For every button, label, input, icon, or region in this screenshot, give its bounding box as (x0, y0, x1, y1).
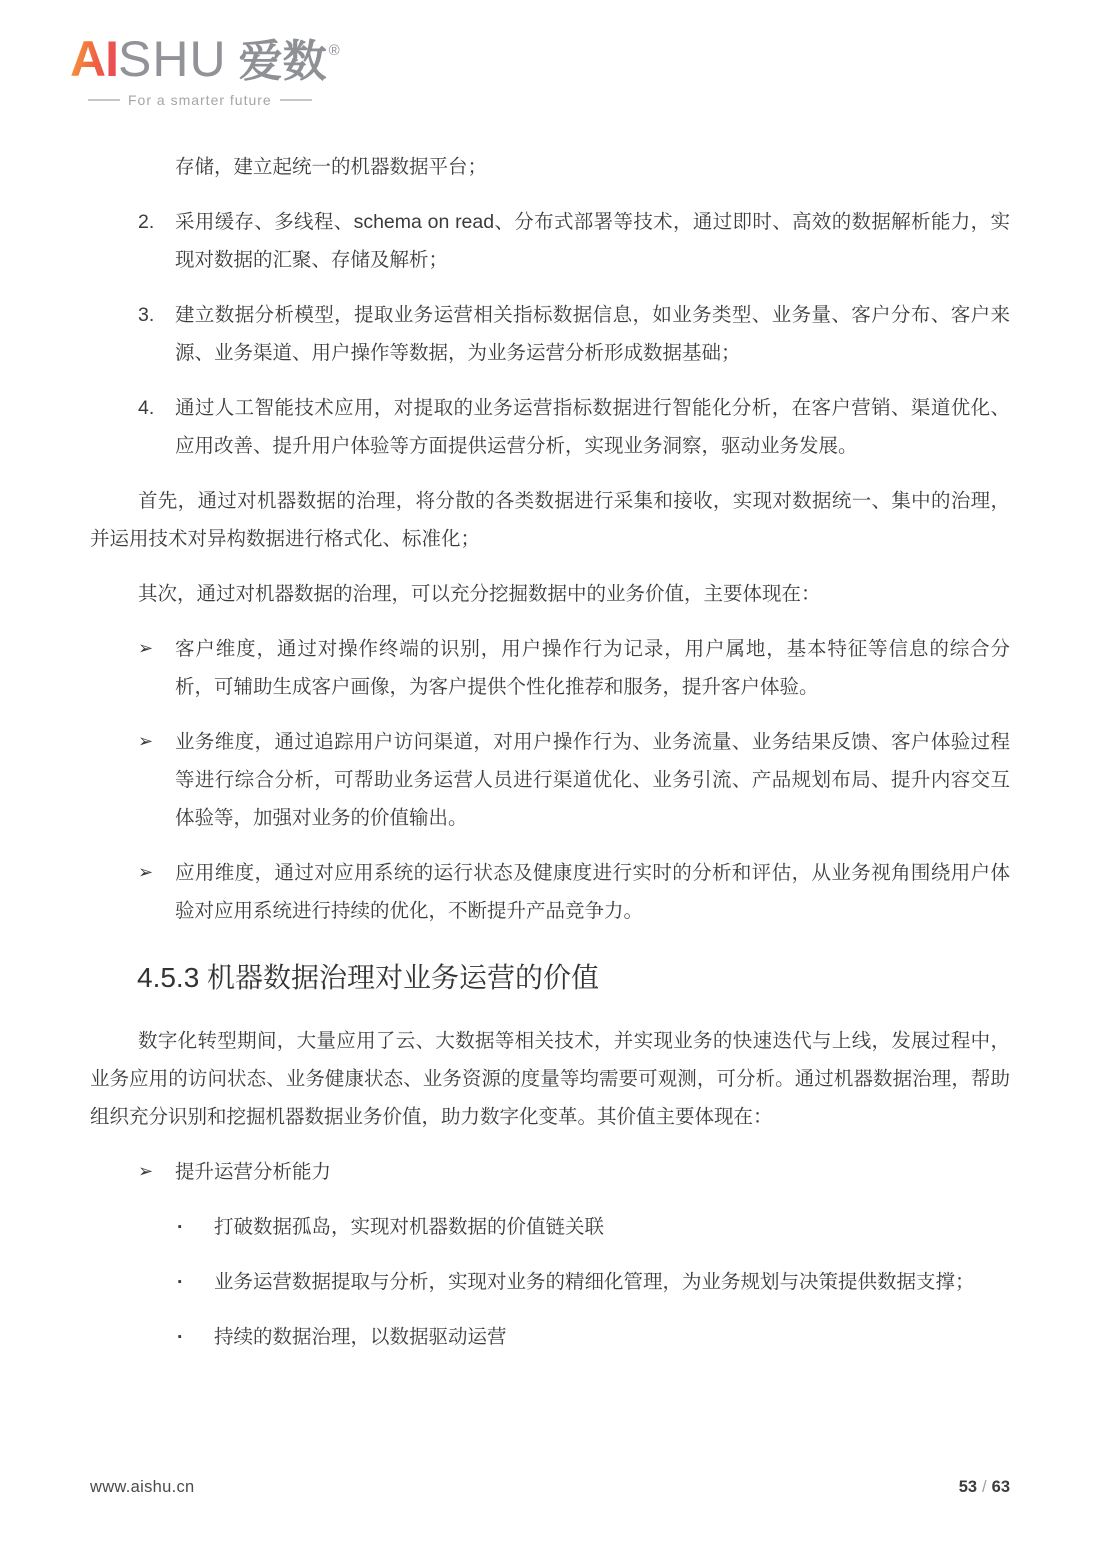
list-number: 2. (138, 211, 155, 233)
website-url: www.aishu.cn (90, 1478, 195, 1496)
arrow-bullet-icon: ➢ (138, 862, 154, 883)
arrow-bullet-item (90, 723, 1010, 837)
bullet-text: 客户维度，通过对操作终端的识别，用户操作行为记录，用户属地，基本特征等信息的综合分析，可辅助生成客户画像，为客户提供个性化推荐和服务，提升客户体验。 (175, 638, 1010, 698)
list-item-continuation: 存储，建立起统一的机器数据平台； (175, 156, 488, 178)
list-item-text: 建立数据分析模型，提取业务运营相关指标数据信息，如业务类型、业务量、客户分布、客户来源、业务渠道、用户操作等数据，为业务运营分析形成数据基础； (175, 304, 1010, 364)
list-item-text: 采用缓存、多线程、schema on read、分布式部署等技术，通过即时、高效的数据解析能力，实现对数据的汇聚、存储及解析； (175, 211, 1010, 271)
arrow-bullet-item (90, 854, 1010, 930)
paragraph-third: 数字化转型期间，大量应用了云、大数据等相关技术，并实现业务的快速迭代与上线，发展过程中，业务应用的访问状态、业务健康状态、业务资源的度量等均需要可观测，可分析。通过机器数据治理，帮助组织充分识别和挖掘机器数据业务价值，助力数字化变革。其价值主要体现在： (90, 1030, 1010, 1128)
dot-bullet-icon: · (177, 1271, 184, 1293)
dot-bullet-item (90, 1208, 1010, 1246)
bullet-text: 业务运营数据提取与分析，实现对业务的精细化管理，为业务规划与决策提供数据支撑； (214, 1271, 975, 1293)
page-number (959, 1478, 1010, 1497)
tagline-dash-right (280, 99, 312, 101)
page-number-total: 63 (991, 1478, 1010, 1496)
arrow-bullet-icon: ➢ (138, 638, 154, 659)
tagline-text: For a smarter future (128, 92, 272, 108)
list-item-text: 通过人工智能技术应用，对提取的业务运营指标数据进行智能化分析，在客户营销、渠道优化、应用改善、提升用户体验等方面提供运营分析，实现业务洞察，驱动业务发展。 (175, 397, 1010, 457)
logo-shu-text: SHU (118, 31, 227, 87)
numbered-list-item (90, 389, 1010, 465)
logo-chinese-text: 爱数 (238, 37, 327, 86)
dot-bullet-item (90, 1263, 1010, 1301)
tagline-dash-left (88, 99, 120, 101)
dot-bullet-item (90, 1318, 1010, 1356)
bullet-text: 业务维度，通过追踪用户访问渠道，对用户操作行为、业务流量、业务结果反馈、客户体验过程等进行综合分析，可帮助业务运营人员进行渠道优化、业务引流、产品规划布局、提升内容交互体验等，加强对业务的价值输出。 (175, 731, 1010, 829)
bullet-text: 持续的数据治理，以数据驱动运营 (214, 1326, 507, 1348)
arrow-bullet-icon: ➢ (138, 731, 154, 752)
dot-bullet-icon: · (177, 1216, 184, 1238)
page-footer (90, 1478, 1010, 1497)
page-number-separator: / (982, 1478, 987, 1496)
paragraph-second: 其次，通过对机器数据的治理，可以充分挖掘数据中的业务价值，主要体现在： (138, 583, 821, 605)
document-body (0, 108, 1102, 1356)
page-header (0, 0, 1102, 108)
aishu-logo (70, 31, 1102, 87)
bullet-text: 应用维度，通过对应用系统的运行状态及健康度进行实时的分析和评估，从业务视角围绕用户体验对应用系统进行持续的优化，不断提升产品竞争力。 (175, 862, 1010, 922)
bullet-text: 提升运营分析能力 (175, 1161, 332, 1183)
page-number-current: 53 (958, 1478, 978, 1496)
paragraph-first: 首先，通过对机器数据的治理，将分散的各类数据进行采集和接收，实现对数据统一、集中的治理，并运用技术对异构数据进行格式化、标准化； (90, 490, 1010, 550)
bullet-text: 打破数据孤岛，实现对机器数据的价值链关联 (214, 1216, 605, 1238)
list-number: 3. (138, 304, 155, 326)
logo-tagline (88, 92, 1102, 108)
arrow-bullet-item (90, 630, 1010, 706)
arrow-bullet-icon: ➢ (138, 1161, 154, 1182)
numbered-list-item (90, 296, 1010, 372)
logo-ai-icon: AI (70, 31, 118, 87)
section-heading: 4.5.3 机器数据治理对业务运营的价值 (137, 962, 600, 993)
arrow-bullet-item (90, 1153, 1010, 1191)
numbered-list-item (90, 203, 1010, 279)
dot-bullet-icon: · (177, 1326, 184, 1348)
registered-trademark-icon: ® (328, 42, 340, 59)
list-number: 4. (138, 397, 155, 419)
